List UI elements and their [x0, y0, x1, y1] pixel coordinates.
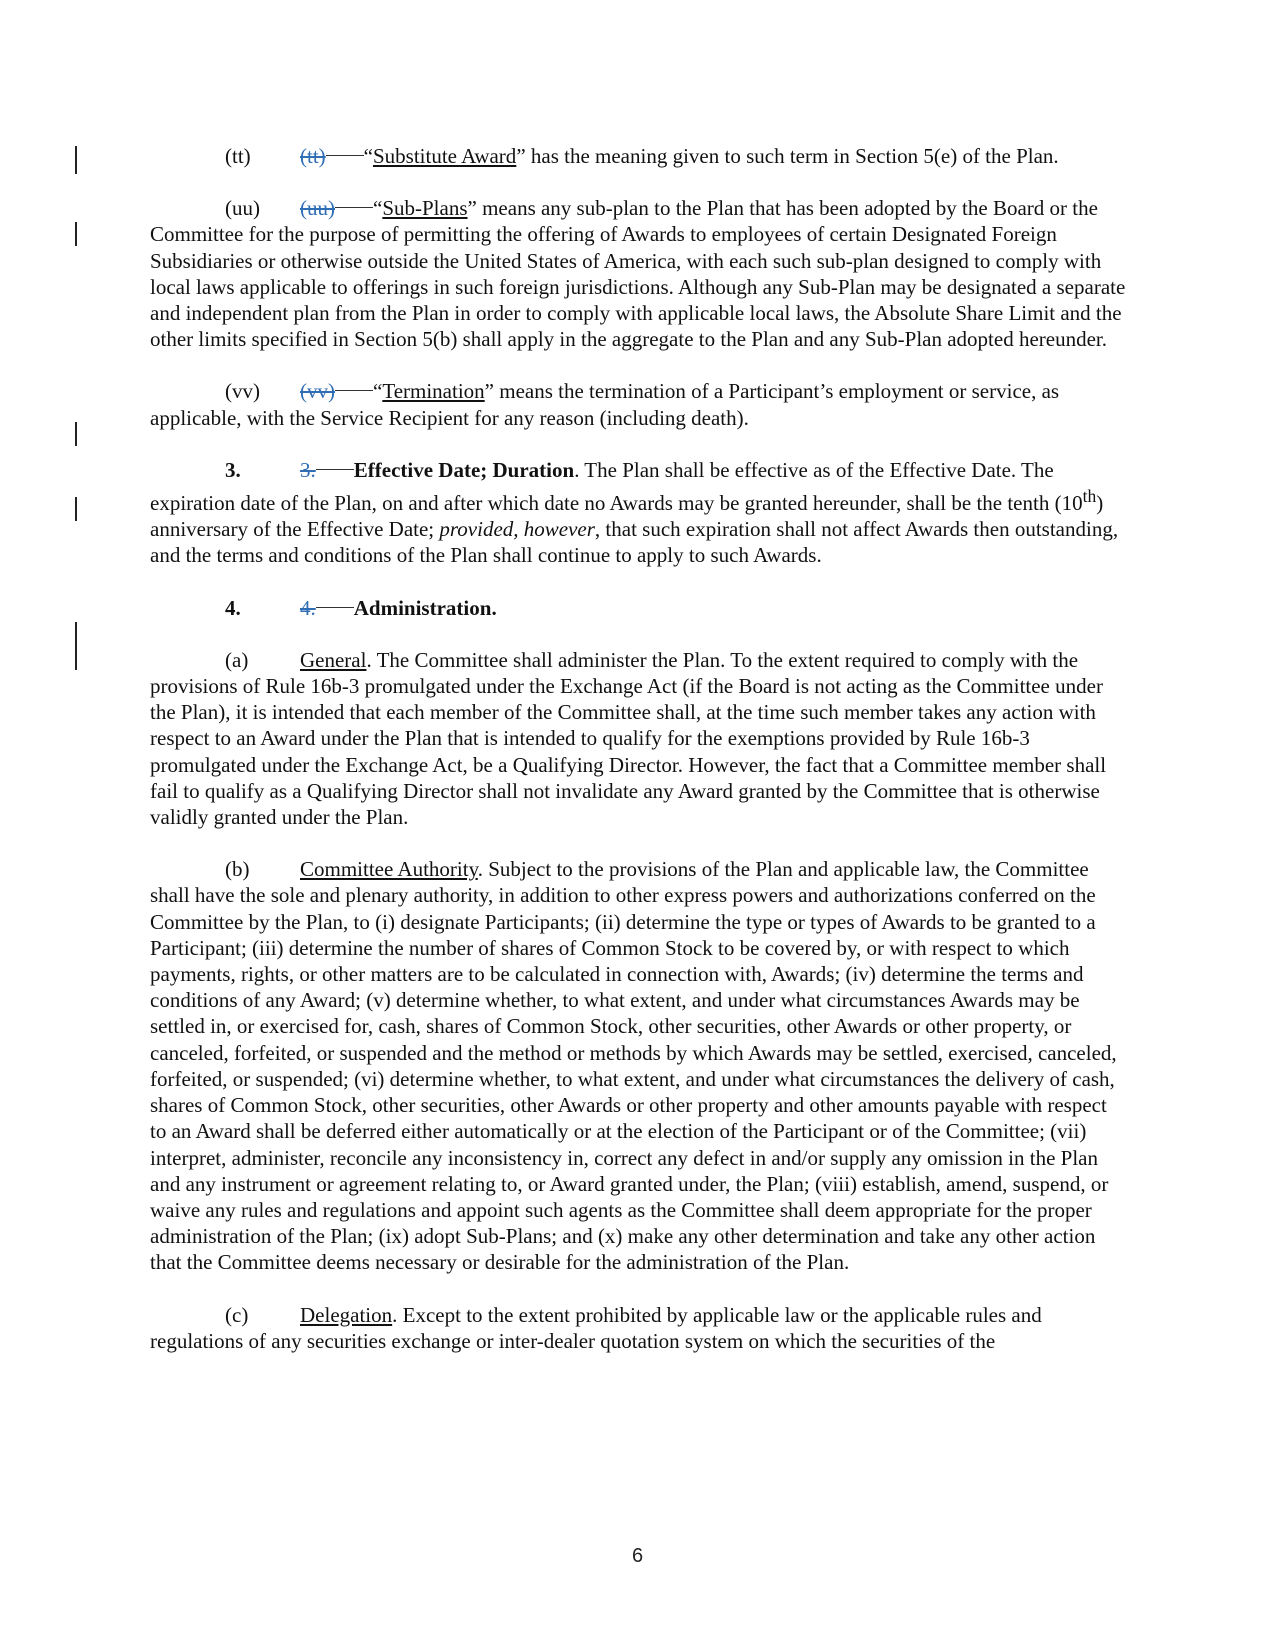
section-text: ) anniversary of the Effective Date; — [150, 491, 1104, 542]
document-body — [150, 143, 1128, 1354]
subsection-label: (c) — [225, 1302, 249, 1327]
definition-label: (uu) — [225, 196, 260, 221]
deleted-section-number: 4. — [300, 595, 316, 620]
section-number: 3. — [225, 457, 241, 482]
subsection-a — [150, 647, 1128, 830]
subsection-title: Delegation — [300, 1302, 393, 1327]
change-bar-uu — [75, 222, 77, 246]
section-heading: Effective Date; Duration — [353, 457, 575, 482]
deleted-label: (vv) — [300, 379, 335, 404]
section-4 — [150, 595, 1128, 621]
subsection-title: General — [300, 647, 367, 672]
defined-term: Sub-Plans — [382, 196, 468, 221]
definition-uu: (uu) (uu) “Sub-Plans” means any sub-plan to the Plan that has been adopted by the Board or the Committee for the purpose of permitting the offering of Awards to employees of certain Designated Foreign Subsidiaries or otherwise outside the United States of America, with each such sub-plan designed to comply with local laws applicable to offerings in such foreign jurisdictions. Although any Sub-Plan may be designated a separate and independent plan from the Plan in order to comply with applicable local laws, the Absolute Share Limit and the other limits specified in Section 5(b) shall apply in the aggregate to the Plan and any Sub-Plan adopted hereunder. — [150, 196, 1126, 352]
subsection-text: . Subject to the provisions of the Plan and applicable law, the Committee shall have the sole and plenary authority, in addition to other express powers and authorizations conferred on the Committee by the Plan, to (i) designate Participants; (ii) determine the type or types of Awards to be granted to a Participant; (iii) determine the number of shares of Common Stock to be covered by, or with respect to which payments, rights, or other matters are to be calculated in connection with, Awards; (iv) determine the terms and conditions of any Award; (v) determine whether, to what extent, and under what circumstances Awards may be settled in, or exercised for, cash, shares of Common Stock, other securities, other Awards or other property, or canceled, forfeited, or suspended and the method or methods by which Awards may be settled, exercised, canceled, forfeited, or suspended; (vi) determine whether, to what extent, and under what circumstances the delivery of cash, shares of Common Stock, other securities, other Awards or other property and other amounts payable with respect to an Award shall be deferred either automatically or at the election of the Participant or of the Committee; (vii) interpret, administer, reconcile any inconsistency in, correct any defect in and/or supply any omission in the Plan and any instrument or agreement relating to, or Award granted under, the Plan; (viii) establish, amend, suspend, or waive any rules and regulations and appoint such agents as the Committee shall deem appropriate for the proper administration of the Plan; (ix) adopt Sub-Plans; and (x) make any other determination and take any other action that the Committee deems necessary or desirable for the administration of the Plan. — [150, 857, 1117, 1275]
section-heading: Administration — [353, 595, 492, 620]
defined-term: Substitute Award — [372, 144, 517, 168]
deleted-section-number: 3. — [300, 457, 316, 482]
subsection-label: (b) — [225, 857, 250, 882]
subsection-label: (a) — [225, 647, 249, 672]
change-bar-s3 — [75, 497, 77, 521]
change-bar-vv — [75, 422, 77, 446]
subsection-b — [150, 856, 1128, 1275]
section-text: . The Plan shall be effective as of the Effective Date. The expiration date of the Plan, on and after which date no Awards may be granted hereunder, shall be the tenth (10 — [150, 457, 1083, 516]
definition-text: ” has the meaning given to such term in Section 5(e) of the Plan. — [516, 144, 1059, 168]
definition-text: ” means the termination of a Participant’s employment or service, as applicable, with the Service Recipient for any reason (including death). — [150, 379, 1060, 430]
heading-period: . — [491, 595, 497, 620]
deleted-label: (tt) — [300, 144, 326, 168]
italic-proviso: provided, however — [439, 517, 595, 542]
subsection-title: Committee Authority — [300, 857, 478, 882]
subsection-text: . Except to the extent prohibited by applicable law or the applicable rules and regulations of any securities exchange or inter-dealer quotation system on which the securities of the — [150, 1302, 1042, 1353]
change-bar-s4 — [75, 622, 77, 670]
definition-label: (vv) — [225, 379, 260, 404]
definition-tt: (tt) (tt) “Substitute Award” has the meaning given to such term in Section 5(e) of the Plan. — [225, 144, 1059, 168]
deleted-label: (uu) — [300, 196, 335, 221]
superscript: th — [1082, 486, 1097, 507]
section-3 — [150, 457, 1128, 569]
definition-vv: (vv) (vv) “Termination” means the termination of a Participant’s employment or service, as applicable, with the Service Recipient for any reason (including death). — [150, 379, 1060, 430]
definition-text: ” means any sub-plan to the Plan that has been adopted by the Board or the Committee for the purpose of permitting the offering of Awards to employees of certain Designated Foreign Subsidiaries or otherwise outside the United States of America, with each such sub-plan designed to comply with local laws applicable to offerings in such foreign jurisdictions. Although any Sub-Plan may be designated a separate and independent plan from the Plan in order to comply with applicable local laws, the Absolute Share Limit and the other limits specified in Section 5(b) shall apply in the aggregate to the Plan and any Sub-Plan adopted hereunder. — [150, 196, 1126, 352]
section-number: 4. — [225, 595, 241, 620]
page-number: 6 — [631, 1545, 644, 1567]
section-text: , that such expiration shall not affect Awards then outstanding, and the terms and conditions of the Plan shall continue to apply to such Awards. — [150, 517, 1119, 568]
subsection-c — [150, 1302, 1128, 1354]
defined-term: Termination — [382, 379, 485, 404]
change-bar-tt — [75, 146, 77, 174]
subsection-text: . The Committee shall administer the Plan. To the extent required to comply with the provisions of Rule 16b-3 promulgated under the Exchange Act (if the Board is not acting as the Committee under the Plan), it is intended that each member of the Committee shall, at the time such member takes any action with respect to an Award under the Plan that is intended to qualify for the exemptions provided by Rule 16b-3 promulgated under the Exchange Act, be a Qualifying Director. However, the fact that a Committee member shall fail to qualify as a Qualifying Director shall not invalidate any Award granted by the Committee that is otherwise validly granted under the Plan. — [150, 647, 1107, 830]
definition-label: (tt) — [225, 144, 251, 168]
